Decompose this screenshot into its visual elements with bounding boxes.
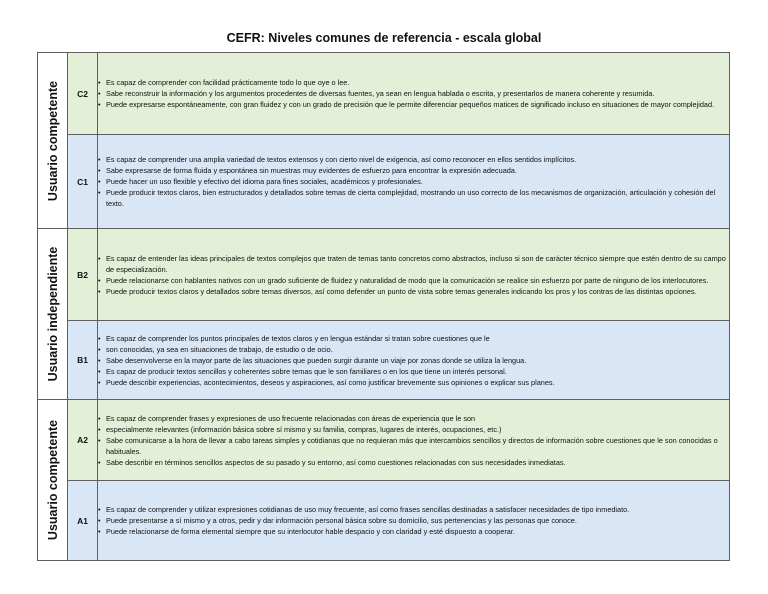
- descriptor-item: • Es capaz de comprender y utilizar expresiones cotidianas de uso muy frecuente, así como frases sencillas destinadas a satisfacer necesidades de tipo inmediato.: [98, 504, 729, 515]
- level-code-c1: C1: [68, 135, 98, 229]
- descriptor-item: • Es capaz de comprender con facilidad prácticamente todo lo que oye o lee.: [98, 77, 729, 88]
- level-code-b2: B2: [68, 229, 98, 321]
- group-cell-independent: [38, 229, 68, 400]
- descriptor-item: • Sabe reconstruir la información y los argumentos procedentes de diversas fuentes, ya sean en lengua hablada o escrita, y presentarlos de manera coherente y resumida.: [98, 88, 729, 99]
- descriptor-item: • Es capaz de producir textos sencillos y coherentes sobre temas que le son familiares o en los que tiene un interés personal.: [98, 366, 729, 377]
- group-cell-proficient: [38, 53, 68, 229]
- level-code-b1: B1: [68, 321, 98, 400]
- level-row-b1: [38, 321, 730, 400]
- level-row-a2: [38, 400, 730, 481]
- descriptor-item: • Puede presentarse a sí mismo y a otros, pedir y dar información personal básica sobre su domicilio, sus pertenencias y las personas que conoce.: [98, 515, 729, 526]
- descriptor-item: • Es capaz de comprender los puntos principales de textos claros y en lengua estándar si tratan sobre cuestiones que le: [98, 333, 729, 344]
- descriptor-item: • Es capaz de comprender frases y expresiones de uso frecuente relacionadas con áreas de experiencia que le son: [98, 413, 729, 424]
- descriptor-item: • especialmente relevantes (información básica sobre sí mismo y su familia, compras, lugares de interés, ocupaciones, etc.): [98, 424, 729, 435]
- level-row-c2: [38, 53, 730, 135]
- descriptor-item: • Puede describir experiencias, acontecimientos, deseos y aspiraciones, así como justificar brevemente sus opiniones o explicar sus planes.: [98, 377, 729, 388]
- descriptor-item: • Puede producir textos claros y detallados sobre temas diversos, así como defender un punto de vista sobre temas generales indicando los pros y los contras de las distintas opciones.: [98, 286, 729, 297]
- page-title: CEFR: Niveles comunes de referencia - escala global: [226, 31, 542, 45]
- level-code-a2: A2: [68, 400, 98, 481]
- descriptor-item: • Es capaz de comprender una amplia variedad de textos extensos y con cierto nivel de exigencia, así como reconocer en ellos sentidos implícitos.: [98, 154, 729, 165]
- group-label-basic: Usuario competente: [45, 419, 60, 541]
- level-row-c1: [38, 135, 730, 229]
- descriptor-item: • Es capaz de entender las ideas principales de textos complejos que traten de temas tanto concretos como abstractos, incluso si son de carácter técnico siempre que estén dentro de su campo de especialización.: [98, 253, 729, 275]
- descriptor-item: • Sabe expresarse de forma fluida y espontánea sin muestras muy evidentes de esfuerzo para encontrar la expresión adecuada.: [98, 165, 729, 176]
- cefr-table: [37, 52, 730, 561]
- descriptor-item: • Puede relacionarse con hablantes nativos con un grado suficiente de fluidez y naturalidad de modo que la comunicación se realice sin esfuerzo por parte de ninguno de los interlocutores.: [98, 275, 729, 286]
- level-description-a1: [98, 481, 730, 561]
- descriptor-item: • son conocidas, ya sea en situaciones de trabajo, de estudio o de ocio.: [98, 344, 729, 355]
- descriptor-item: • Puede hacer un uso flexible y efectivo del idioma para fines sociales, académicos y profesionales.: [98, 176, 729, 187]
- level-row-a1: [38, 481, 730, 561]
- group-label-proficient: Usuario competente: [45, 80, 60, 201]
- group-cell-basic: [38, 400, 68, 561]
- descriptor-item: • Puede producir textos claros, bien estructurados y detallados sobre temas de cierta complejidad, mostrando un uso correcto de los mecanismos de organización, articulación y cohesión del texto.: [98, 187, 729, 209]
- descriptor-item: • Sabe describir en términos sencillos aspectos de su pasado y su entorno, así como cuestiones relacionadas con sus necesidades inmediatas.: [98, 457, 729, 468]
- level-description-c1: [98, 135, 730, 229]
- descriptor-item: • Sabe comunicarse a la hora de llevar a cabo tareas simples y cotidianas que no requieran más que intercambios sencillos y directos de información sobre cuestiones que le son conocidas o habituales.: [98, 435, 729, 457]
- level-description-c2: [98, 53, 730, 135]
- level-description-b2: [98, 229, 730, 321]
- descriptor-item: • Sabe desenvolverse en la mayor parte de las situaciones que pueden surgir durante un viaje por zonas donde se utiliza la lengua.: [98, 355, 729, 366]
- level-row-b2: [38, 229, 730, 321]
- descriptor-item: • Puede relacionarse de forma elemental siempre que su interlocutor hable despacio y con claridad y esté dispuesto a cooperar.: [98, 526, 729, 537]
- level-description-b1: [98, 321, 730, 400]
- group-label-independent: Usuario independiente: [45, 246, 60, 382]
- level-code-c2: C2: [68, 53, 98, 135]
- descriptor-item: • Puede expresarse espontáneamente, con gran fluidez y con un grado de precisión que le permite diferenciar pequeños matices de significado incluso en situaciones de mayor complejidad.: [98, 99, 729, 110]
- level-code-a1: A1: [68, 481, 98, 561]
- level-description-a2: [98, 400, 730, 481]
